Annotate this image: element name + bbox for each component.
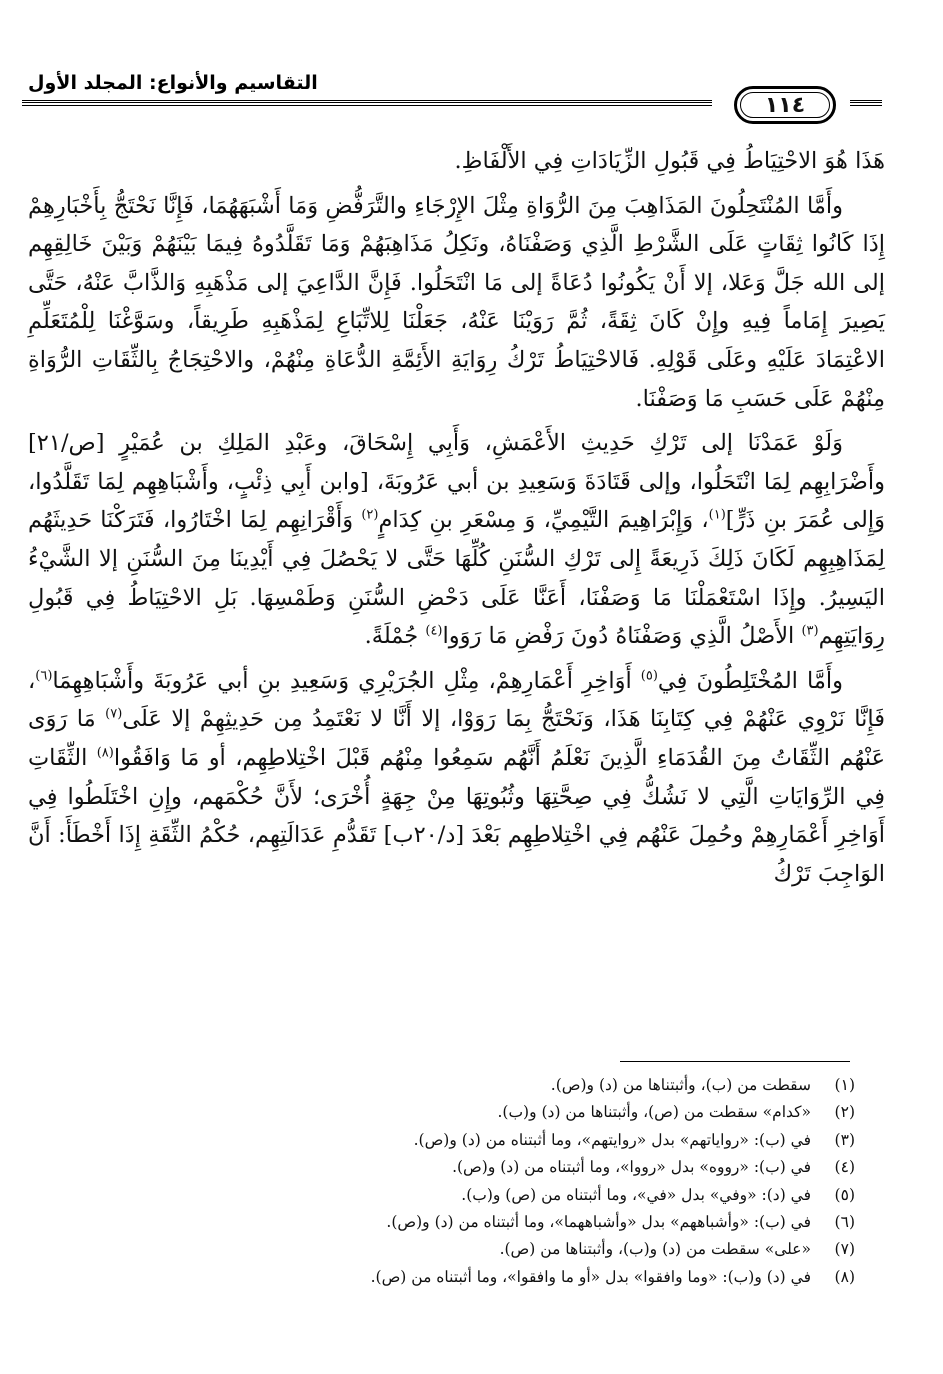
running-title: التقاسيم والأنواع: المجلد الأول — [28, 72, 318, 94]
footnote-number: (٥) — [834, 1185, 855, 1204]
paragraph-text: ، فَإِنَّا نَرْوِي عَنْهُمْ فِي كِتَابِنَا هَذَا، وَنَحْتَجُّ بِمَا رَوَوْا، إلا أَنَّا لا نَعْتَمِدُ مِن حَدِيثِهِمْ إلا عَلَى — [28, 667, 885, 733]
footnote-number: (٣) — [834, 1130, 855, 1149]
footnote-number: (٤) — [834, 1158, 855, 1177]
footnote-number: (١) — [834, 1076, 855, 1094]
paragraph-text: مَا رَوَى عَنْهُم الثِّقَاتُ مِنَ القُدَمَاءِ الَّذِينَ نَعْلَمُ أَنَّهُم سَمِعُوا مِنْهُم قَبْلَ اخْتِلاطِهِم، أو مَا وَافَقُوا — [28, 706, 885, 771]
header-rule-short-thin — [850, 105, 882, 106]
footnotes — [28, 1072, 855, 1291]
paragraph-3 — [28, 424, 885, 656]
paragraph-text: هَذَا هُوَ الاحْتِيَاطُ فِي قَبُولِ الزِّيَادَاتِ فِي الأَلْفَاظِ. — [454, 148, 885, 174]
footnote-number: (٢) — [834, 1103, 855, 1122]
paragraph-text: وأَمَّا المُنْتَحِلُونَ المَذَاهِبَ مِنَ الرُّوَاةِ مِثْلَ الإِرْجَاءِ والتَّرَفُّضِ وَمَا أَشْبَهَهُمَا، فَإِنَّا نَحْتَجُّ بِأَخْبَارِهِمْ إِذَا كَانُوا ثِقَاتٍ عَلَى الشَّرْطِ الَّذِي وَصَفْنَاهُ، ونَكِلُ مَذَاهِبَهُمْ وَمَا تَقَلَّدُوهُ فِيمَا بَيْنَهُمْ وَبَيْنَ خَالِقِهِم إلى الله جَلَّ وَعَلا، إلا أَنْ يَكُونُوا دُعَاةً إلى مَا انْتَحَلُوا. فَإِنَّ الدَّاعِيَ إلى مَذْهَبِهِ وَالذَّابَّ عَنْهُ، حَتَّى يَصِيرَ إِمَاماً فِيهِ وإِنْ كَانَ ثِقَةً، ثُمَّ رَوَيْنَا عَنْهُ، جَعَلْنَا لِلاتِّبَاعِ لِمَذْهَبِهِ طَرِيقاً، وسَوَّغْنَا لِلْمُتَعَلِّمِ الاعْتِمَادَ عَلَيْهِ وعَلَى قَوْلِهِ. فَالاحْتِيَاطُ تَرْكُ رِوَايَةِ الأَئِمَّةِ الدُّعَاةِ مِنْهُمْ، والاحْتِجَاجُ بِالثِّقَاتِ الرُّوَاةِ مِنْهُمْ عَلَى حَسَبِ مَا وَصَفْنَا. — [28, 192, 885, 412]
paragraph-text: وَأَقْرَانِهِم لِمَا اخْتَارُوا، فَتَرَكْنَا حَدِيثَهُم لِمَذَاهِبِهِم لَكَانَ ذَلِكَ ذَرِيعَةً إِلى تَرْكِ السُّنَنِ كُلِّهَا حَتَّى لا يَحْصُلَ فِي أَيْدِينَا مِنَ السُّنَنِ إلا الشَّيْءُ اليَسِيرُ. وإِذَا اسْتَعْمَلْنَا مَا وَصَفْنَا، أَعَنَّا عَلَى دَحْضِ السُّنَنِ وَطَمْسِهَا. بَلِ الاحْتِيَاطُ فِي قَبُولِ رِوَايَتِهِم — [28, 507, 885, 650]
footnote-item — [28, 1236, 855, 1263]
footnote-marker[interactable]: (٨) — [96, 745, 114, 761]
footnote-marker[interactable]: (٣) — [801, 623, 819, 639]
paragraph-text: أَوَاخِرِ أَعْمَارِهِمْ، مِثْلِ الجُرَيْرِي وَسَعِيدِ بنِ أبي عَرُوبَةَ وأَشْبَاهِهِمَا — [52, 667, 641, 694]
footnote-marker[interactable]: (٧) — [105, 706, 123, 722]
footnote-marker[interactable]: (١) — [708, 507, 726, 523]
footnote-item — [28, 1209, 855, 1236]
footnote-item — [28, 1127, 855, 1154]
main-text — [28, 142, 885, 899]
header-rule-thin — [22, 105, 712, 106]
header-rule-short — [850, 100, 882, 103]
paragraph-text: الأَصْلُ الَّذِي وَصَفْنَاهُ دُونَ رَفْضِ مَا رَوَوا — [442, 623, 802, 650]
footnote-text: «كدام» سقطت من (ص)، وأثبتناها من (د) و(ب). — [497, 1103, 811, 1122]
paragraph-2 — [28, 187, 885, 419]
footnote-separator — [620, 1061, 850, 1062]
footnote-marker[interactable]: (٥) — [640, 668, 658, 684]
page-header — [22, 72, 921, 132]
footnote-marker[interactable]: (٤) — [425, 623, 443, 639]
paragraph-1 — [28, 142, 885, 181]
paragraph-4 — [28, 662, 885, 894]
paragraph-text: وأَمَّا المُخْتَلِطُونَ فِي — [657, 667, 844, 694]
footnote-item — [28, 1182, 855, 1209]
footnote-text: في (ب): «وأشباههم» بدل «وأشباههما»، وما أثبتناه من (د) و(ص). — [386, 1213, 811, 1232]
page-number-badge — [734, 86, 836, 124]
paragraph-text: الثِّقَاتِ فِي الرِّوَايَاتِ الَّتِي لا نَشُكُّ فِي صِحَّتِهَا وثُبُوتِهَا مِنْ جِهَةٍ أُخْرَى؛ لأَنَّ حُكْمَهم، وإِنِ اخْتَلَطُوا فِي أَوَاخِرِ أَعْمَارِهِمْ وحُمِلَ عَنْهُم فِي اخْتِلاطِهِم بَعْدَ [د/٢٠ب] تَقَدُّمِ عَدَالَتِهِم، حُكْمُ الثِّقَةِ إِذَا أَخْطَأَ: أَنَّ الوَاجِبَ تَرْكُ — [28, 744, 885, 887]
footnote-number: (٦) — [834, 1213, 855, 1232]
footnote-item — [28, 1099, 855, 1126]
footnote-text: في (د) و(ب): «وما وافقوا» بدل «أو ما وافقوا»، وما أثبتناه من (ص). — [370, 1267, 811, 1286]
footnote-text: سقطت من (ب)، وأثبتناها من (د) و(ص). — [550, 1076, 811, 1094]
footnote-number: (٧) — [834, 1240, 855, 1259]
paragraph-text: ، وَإِبْرَاهِيمَ التَّيْمِيِّ، وَ مِسْعَرِ بنِ كِدَامٍ — [378, 507, 709, 534]
page-number: ١١٤ — [764, 92, 806, 118]
footnote-text: في (ب): «رواياتهم» بدل «روايتهم»، وما أثبتناه من (د) و(ص). — [413, 1130, 811, 1149]
footnote-item — [28, 1072, 855, 1099]
footnote-marker[interactable]: (٦) — [35, 668, 53, 684]
footnote-item — [28, 1264, 855, 1291]
footnote-number: (٨) — [834, 1267, 855, 1286]
footnote-marker[interactable]: (٢) — [361, 507, 379, 523]
footnote-text: في (ب): «رووه» بدل «رووا»، وما أثبتناه من (د) و(ص). — [452, 1158, 811, 1177]
header-rule — [22, 100, 712, 103]
footnote-text: «على» سقطت من (د) و(ب)، وأثبتناها من (ص). — [499, 1240, 811, 1259]
paragraph-text: وَلَوْ عَمَدْنَا إلى تَرْكِ حَدِيثِ الأَعْمَشِ، وَأَبِي إِسْحَاقَ، وعَبْدِ المَلِكِ بن عُمَيْرٍ [ص/٢١] وأَضْرَابِهِم لِمَا انْتَحَلُوا، وإلى قَتَادَةَ وَسَعِيدِ بن أبي عَرُوبَةَ، [وابن أَبِي ذِئْبٍ، وأَشْبَاهِهِم لِمَا تَقَلَّدُوا، وَإِلى عُمَرَ بنِ ذَرٍّ] — [28, 430, 885, 534]
footnote-text: في (د): «وفي» بدل «في»، وما أثبتناه من (ص) و(ب). — [461, 1185, 811, 1204]
footnote-item — [28, 1154, 855, 1181]
paragraph-text: جُمْلَةً. — [364, 623, 426, 650]
